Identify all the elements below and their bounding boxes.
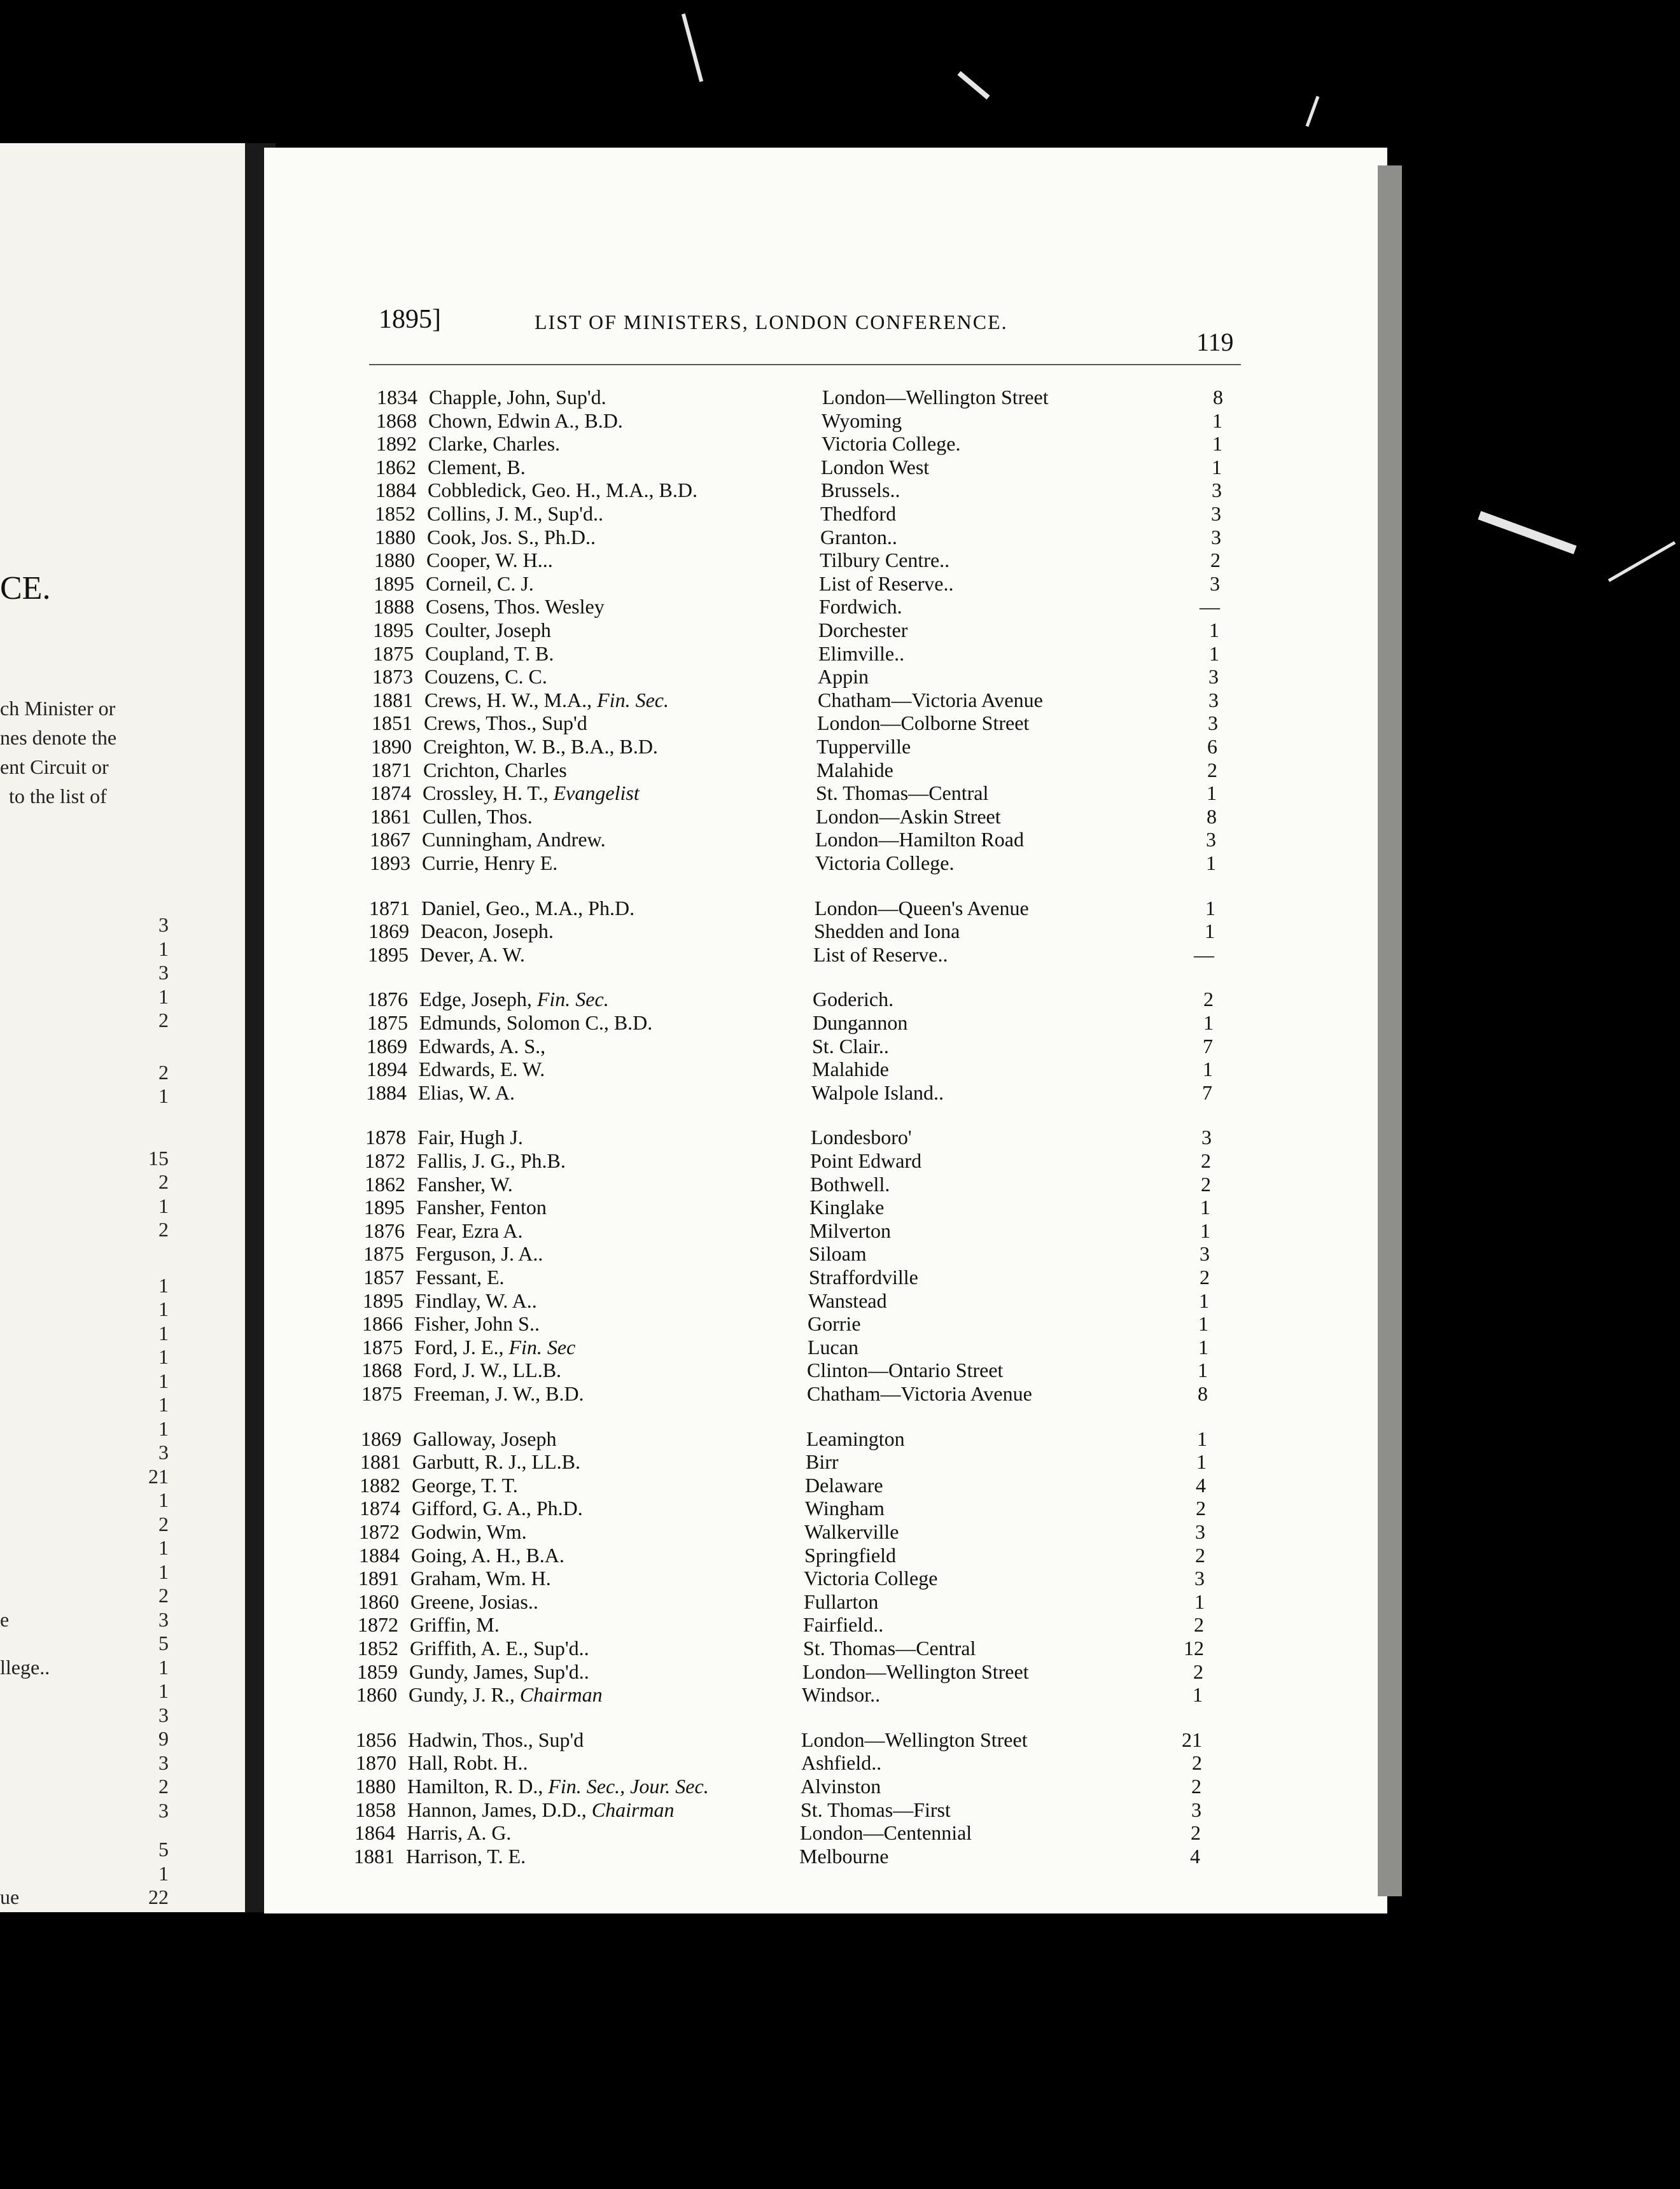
- entry-name: Hadwin, Thos., Sup'd: [408, 1728, 584, 1751]
- left-label: llege..: [0, 1656, 50, 1679]
- entry-station: London—Askin Street: [816, 805, 1001, 828]
- entry-name: Hamilton, R. D., Fin. Sec., Jour. Sec.: [407, 1775, 709, 1798]
- entry-year: 1862: [365, 1173, 405, 1196]
- entry-name: Greene, Josias..: [410, 1590, 538, 1613]
- entry-name: Edwards, A. S.,: [419, 1035, 546, 1058]
- entry-station: Tupperville: [816, 735, 911, 758]
- entry-station: London—Hamilton Road: [815, 828, 1024, 851]
- entry-year: 1868: [361, 1359, 402, 1381]
- entry-name: Crossley, H. T., Evangelist: [423, 781, 640, 804]
- entry-name: Hall, Robt. H..: [408, 1751, 528, 1774]
- entry-year: 1895: [373, 619, 414, 641]
- left-number: 1: [158, 985, 169, 1008]
- entry-station: Bothwell.: [810, 1173, 890, 1196]
- left-number: 5: [158, 1632, 169, 1654]
- entry-years-on-station: 2: [1207, 759, 1217, 781]
- entry-year: 1890: [371, 735, 412, 758]
- entry-year: 1880: [355, 1775, 396, 1798]
- entry-office: Fin. Sec.: [536, 988, 609, 1011]
- entry-year: 1871: [371, 759, 412, 781]
- entry-year: 1872: [365, 1149, 405, 1172]
- entry-year: 1856: [356, 1728, 396, 1751]
- entry-station: Shedden and Iona: [814, 920, 960, 942]
- entry-year: 1876: [364, 1219, 405, 1242]
- entry-year: 1895: [368, 943, 409, 966]
- dust-speck: [1306, 96, 1320, 127]
- entry-year: 1857: [363, 1266, 404, 1289]
- entry-name: Crews, H. W., M.A., Fin. Sec.: [424, 689, 669, 711]
- entry-name: Gundy, James, Sup'd..: [409, 1660, 589, 1683]
- left-number: 1: [158, 1369, 169, 1392]
- left-number: 3: [158, 1751, 169, 1774]
- entry-station: Thedford: [820, 502, 897, 525]
- entry-years-on-station: 1: [1205, 920, 1215, 942]
- entry-name: Corneil, C. J.: [426, 572, 534, 595]
- left-number: 1: [158, 1862, 169, 1885]
- entry-year: 1860: [356, 1683, 397, 1706]
- entry-years-on-station: —: [1194, 943, 1214, 966]
- entry-station: St. Clair..: [812, 1035, 889, 1058]
- entry-station: St. Thomas—First: [801, 1798, 951, 1821]
- entry-years-on-station: —: [1200, 595, 1220, 618]
- entry-station: Leamington: [806, 1427, 905, 1450]
- entry-years-on-station: 8: [1207, 805, 1217, 828]
- entry-name: Edwards, E. W.: [419, 1058, 545, 1081]
- left-number: 2: [158, 1513, 169, 1535]
- left-text-line: ch Minister or: [0, 697, 116, 720]
- entry-name: Fisher, John S..: [414, 1312, 540, 1335]
- entry-station: Tilbury Centre..: [820, 549, 950, 571]
- entry-office: Chairman: [519, 1683, 603, 1706]
- entry-station: St. Thomas—Central: [803, 1637, 976, 1660]
- entry-station: Malahide: [812, 1058, 889, 1081]
- entry-station: Lucan: [808, 1336, 858, 1359]
- left-number: 21: [148, 1465, 169, 1488]
- entry-name: Fansher, Fenton: [416, 1196, 547, 1219]
- entry-name: Clement, B.: [428, 456, 526, 479]
- left-number: 1: [158, 1417, 169, 1440]
- left-number: 2: [158, 1584, 169, 1607]
- left-number: 1: [158, 1084, 169, 1107]
- entry-years-on-station: 3: [1212, 479, 1222, 501]
- entry-station: Walpole Island..: [811, 1081, 944, 1104]
- entry-year: 1876: [367, 988, 408, 1011]
- entry-station: Goderich.: [813, 988, 894, 1011]
- entry-station: Wingham: [805, 1497, 885, 1520]
- entry-station: Victoria College.: [822, 432, 961, 455]
- entry-year: 1873: [372, 665, 413, 688]
- entry-years-on-station: 1: [1200, 1219, 1210, 1242]
- entry-years-on-station: 6: [1207, 735, 1217, 758]
- entry-name: Fallis, J. G., Ph.B.: [417, 1149, 566, 1172]
- entry-year: 1874: [360, 1497, 400, 1520]
- entry-years-on-station: 2: [1193, 1660, 1203, 1683]
- left-text-line: ent Circuit or: [0, 755, 109, 778]
- entry-station: Chatham—Victoria Avenue: [807, 1382, 1032, 1405]
- entry-years-on-station: 2: [1200, 1266, 1210, 1289]
- entry-station: London—Queen's Avenue: [815, 897, 1029, 920]
- entry-year: 1834: [377, 386, 417, 409]
- entry-station: Dungannon: [813, 1011, 908, 1034]
- entry-years-on-station: 3: [1200, 1242, 1210, 1265]
- entry-name: Crews, Thos., Sup'd: [424, 711, 587, 734]
- entry-station: London—Colborne Street: [817, 711, 1030, 734]
- entry-year: 1872: [358, 1613, 398, 1636]
- entry-year: 1869: [361, 1427, 402, 1450]
- left-number: 1: [158, 1345, 169, 1368]
- dust-speck: [682, 13, 703, 82]
- entry-station: Victoria College: [804, 1567, 938, 1590]
- entry-name: Harrison, T. E.: [406, 1845, 526, 1868]
- entry-years-on-station: 1: [1212, 456, 1222, 479]
- entry-station: Malahide: [816, 759, 893, 781]
- entry-years-on-station: 1: [1207, 781, 1217, 804]
- entry-year: 1881: [360, 1450, 401, 1473]
- left-page: [0, 143, 245, 1912]
- entry-name: Chapple, John, Sup'd.: [429, 386, 606, 409]
- entry-years-on-station: 1: [1194, 1590, 1205, 1613]
- entry-name: Chown, Edwin A., B.D.: [428, 409, 623, 432]
- entry-station: London—Wellington Street: [801, 1728, 1028, 1751]
- entry-years-on-station: 1: [1193, 1683, 1203, 1706]
- entry-name: Edmunds, Solomon C., B.D.: [419, 1011, 653, 1034]
- entry-year: 1895: [364, 1196, 405, 1219]
- entry-station: Granton..: [820, 526, 897, 549]
- entry-year: 1870: [356, 1751, 396, 1774]
- left-text-line: to the list of: [9, 785, 107, 808]
- left-number: 1: [158, 1274, 169, 1297]
- entry-years-on-station: 2: [1194, 1613, 1204, 1636]
- entry-name: Findlay, W. A..: [415, 1289, 537, 1312]
- entry-station: Birr: [806, 1450, 839, 1473]
- entry-station: Clinton—Ontario Street: [807, 1359, 1004, 1381]
- entry-station: Ashfield..: [801, 1751, 882, 1774]
- entry-years-on-station: 3: [1208, 689, 1219, 711]
- entry-station: Springfield: [804, 1544, 896, 1567]
- left-number: 22: [148, 1885, 169, 1908]
- entry-year: 1852: [375, 502, 416, 525]
- entry-name: Cunningham, Andrew.: [422, 828, 606, 851]
- running-head-title: LIST OF MINISTERS, LONDON CONFERENCE.: [535, 311, 1008, 333]
- left-number: 3: [158, 1703, 169, 1726]
- entry-name: Deacon, Joseph.: [421, 920, 554, 942]
- entry-name: Going, A. H., B.A.: [411, 1544, 564, 1567]
- entry-years-on-station: 1: [1198, 1359, 1208, 1381]
- entry-year: 1868: [376, 409, 417, 432]
- entry-name: Fair, Hugh J.: [417, 1126, 523, 1149]
- entry-years-on-station: 2: [1201, 1149, 1211, 1172]
- entry-office: Chairman: [591, 1798, 675, 1821]
- entry-years-on-station: 4: [1196, 1474, 1206, 1497]
- entry-name: Coulter, Joseph: [425, 619, 551, 641]
- entry-name: Godwin, Wm.: [411, 1520, 527, 1543]
- left-number: 2: [158, 1170, 169, 1193]
- entry-year: 1895: [363, 1289, 403, 1312]
- entry-name: Currie, Henry E.: [422, 851, 558, 874]
- entry-office: Fin. Sec.: [597, 689, 669, 711]
- dust-speck: [957, 71, 990, 100]
- entry-year: 1893: [370, 851, 410, 874]
- entry-year: 1867: [370, 828, 410, 851]
- entry-station: Windsor..: [802, 1683, 881, 1706]
- entry-name: Cullen, Thos.: [423, 805, 533, 828]
- left-number: 3: [158, 961, 169, 984]
- entry-station: Chatham—Victoria Avenue: [818, 689, 1043, 711]
- entry-station: Fordwich.: [819, 595, 902, 618]
- entry-years-on-station: 3: [1211, 526, 1221, 549]
- entry-station: London—Wellington Street: [822, 386, 1049, 409]
- entry-station: Londesboro': [811, 1126, 912, 1149]
- entry-years-on-station: 1: [1198, 1312, 1208, 1335]
- entry-station: List of Reserve..: [819, 572, 954, 595]
- entry-year: 1872: [359, 1520, 400, 1543]
- entry-years-on-station: 7: [1202, 1081, 1212, 1104]
- entry-name: Ford, J. W., LL.B.: [414, 1359, 562, 1381]
- left-number: 3: [158, 1608, 169, 1631]
- entry-name: Hannon, James, D.D., Chairman: [407, 1798, 675, 1821]
- left-number: 1: [158, 1656, 169, 1679]
- page-edge: [1378, 165, 1402, 1896]
- entry-name: Ford, J. E., Fin. Sec: [414, 1336, 576, 1359]
- entry-years-on-station: 3: [1210, 572, 1220, 595]
- entry-year: 1894: [367, 1058, 407, 1081]
- entry-years-on-station: 8: [1198, 1382, 1208, 1405]
- left-number: 15: [148, 1147, 169, 1170]
- left-number: 1: [158, 937, 169, 960]
- entry-year: 1875: [363, 1242, 404, 1265]
- entry-years-on-station: 21: [1182, 1728, 1202, 1751]
- entry-station: Kinglake: [809, 1196, 885, 1219]
- entry-years-on-station: 1: [1209, 642, 1219, 665]
- entry-years-on-station: 2: [1203, 988, 1214, 1011]
- entry-year: 1881: [372, 689, 413, 711]
- entry-year: 1874: [370, 781, 411, 804]
- left-number: 2: [158, 1775, 169, 1798]
- entry-station: St. Thomas—Central: [816, 781, 989, 804]
- left-number: 1: [158, 1322, 169, 1345]
- entry-years-on-station: 3: [1208, 711, 1218, 734]
- entry-station: Delaware: [805, 1474, 883, 1497]
- entry-years-on-station: 12: [1184, 1637, 1204, 1660]
- entry-station: Appin: [818, 665, 869, 688]
- entry-name: Crichton, Charles: [423, 759, 567, 781]
- entry-years-on-station: 3: [1201, 1126, 1212, 1149]
- entry-name: Dever, A. W.: [420, 943, 525, 966]
- entry-years-on-station: 1: [1212, 432, 1222, 455]
- entry-name: Creighton, W. B., B.A., B.D.: [423, 735, 658, 758]
- entry-years-on-station: 3: [1206, 828, 1216, 851]
- left-number: 3: [158, 1799, 169, 1822]
- entry-office: Fin. Sec., Jour. Sec.: [548, 1775, 709, 1798]
- entry-station: Walkerville: [804, 1520, 899, 1543]
- entry-years-on-station: 2: [1201, 1173, 1211, 1196]
- entry-year: 1891: [358, 1567, 399, 1590]
- entry-year: 1884: [375, 479, 416, 501]
- entry-year: 1878: [365, 1126, 406, 1149]
- entry-station: Point Edward: [810, 1149, 922, 1172]
- entry-name: Freeman, J. W., B.D.: [414, 1382, 584, 1405]
- entry-name: George, T. T.: [412, 1474, 518, 1497]
- entry-name: Galloway, Joseph: [413, 1427, 557, 1450]
- entry-years-on-station: 8: [1213, 386, 1223, 409]
- left-heading: CE.: [0, 570, 51, 606]
- entry-station: Siloam: [809, 1242, 867, 1265]
- entry-years-on-station: 3: [1195, 1520, 1205, 1543]
- left-label: ue: [0, 1885, 20, 1908]
- entry-year: 1884: [366, 1081, 407, 1104]
- left-number: 9: [158, 1727, 169, 1750]
- entry-years-on-station: 1: [1205, 897, 1215, 920]
- entry-year: 1882: [360, 1474, 400, 1497]
- entry-station: Fairfield..: [803, 1613, 884, 1636]
- entry-year: 1864: [354, 1821, 395, 1844]
- entry-year: 1880: [375, 526, 416, 549]
- entry-years-on-station: 4: [1190, 1845, 1200, 1868]
- entry-years-on-station: 1: [1198, 1336, 1208, 1359]
- entry-years-on-station: 2: [1195, 1544, 1205, 1567]
- entry-station: Wyoming: [822, 409, 902, 432]
- entry-year: 1875: [362, 1336, 403, 1359]
- entry-year: 1880: [374, 549, 415, 571]
- entry-years-on-station: 3: [1194, 1567, 1205, 1590]
- entry-name: Ferguson, J. A..: [416, 1242, 543, 1265]
- left-number: 2: [158, 1009, 169, 1032]
- left-number: 1: [158, 1560, 169, 1583]
- entry-station: Wanstead: [808, 1289, 887, 1312]
- entry-year: 1861: [370, 805, 411, 828]
- entry-year: 1875: [367, 1011, 408, 1034]
- entry-station: Dorchester: [818, 619, 908, 641]
- entry-name: Daniel, Geo., M.A., Ph.D.: [421, 897, 635, 920]
- dust-speck: [1608, 541, 1676, 582]
- entry-year: 1875: [361, 1382, 402, 1405]
- entry-name: Cobbledick, Geo. H., M.A., B.D.: [428, 479, 697, 501]
- entry-name: Garbutt, R. J., LL.B.: [412, 1450, 580, 1473]
- entry-station: London—Centennial: [800, 1821, 972, 1844]
- entry-years-on-station: 1: [1197, 1427, 1207, 1450]
- entry-name: Fessant, E.: [416, 1266, 505, 1289]
- entry-name: Griffith, A. E., Sup'd..: [410, 1637, 589, 1660]
- entry-years-on-station: 3: [1191, 1798, 1201, 1821]
- entry-station: List of Reserve..: [813, 943, 948, 966]
- entry-office: Evangelist: [553, 781, 640, 804]
- entry-station: Straffordville: [809, 1266, 918, 1289]
- entry-name: Griffin, M.: [410, 1613, 500, 1636]
- entry-station: Elimville..: [818, 642, 905, 665]
- entry-years-on-station: 2: [1191, 1775, 1201, 1798]
- entry-year: 1851: [372, 711, 412, 734]
- left-label: e: [0, 1608, 10, 1631]
- entry-years-on-station: 2: [1191, 1821, 1201, 1844]
- entry-year: 1869: [368, 920, 409, 942]
- header-rule: [369, 364, 1241, 365]
- entry-year: 1888: [374, 595, 414, 618]
- entry-name: Graham, Wm. H.: [410, 1567, 551, 1590]
- entry-year: 1858: [355, 1798, 396, 1821]
- entry-name: Fear, Ezra A.: [416, 1219, 523, 1242]
- left-number: 3: [158, 1441, 169, 1464]
- entry-year: 1881: [354, 1845, 395, 1868]
- entry-year: 1862: [375, 456, 416, 479]
- entry-station: London—Wellington Street: [802, 1660, 1029, 1683]
- entry-name: Edge, Joseph, Fin. Sec.: [419, 988, 609, 1011]
- entry-name: Couzens, C. C.: [424, 665, 547, 688]
- entry-year: 1869: [367, 1035, 407, 1058]
- entry-years-on-station: 2: [1192, 1751, 1202, 1774]
- left-number: 5: [158, 1838, 169, 1861]
- entry-years-on-station: 1: [1212, 409, 1222, 432]
- entry-year: 1895: [374, 572, 414, 595]
- entry-years-on-station: 1: [1203, 1011, 1214, 1034]
- left-text-line: nes denote the: [0, 726, 117, 749]
- entry-years-on-station: 3: [1211, 502, 1221, 525]
- running-head-year: 1895]: [379, 305, 441, 334]
- entry-name: Cook, Jos. S., Ph.D..: [427, 526, 596, 549]
- entry-station: Alvinston: [801, 1775, 881, 1798]
- page-number: 119: [1196, 328, 1234, 356]
- entry-years-on-station: 7: [1203, 1035, 1213, 1058]
- entry-name: Harris, A. G.: [407, 1821, 512, 1844]
- left-number: 2: [158, 1218, 169, 1241]
- entry-name: Fansher, W.: [417, 1173, 513, 1196]
- entry-years-on-station: 2: [1196, 1497, 1206, 1520]
- entry-name: Coupland, T. B.: [425, 642, 554, 665]
- entry-name: Cooper, W. H...: [426, 549, 553, 571]
- entry-years-on-station: 1: [1199, 1289, 1209, 1312]
- entry-name: Gifford, G. A., Ph.D.: [412, 1497, 583, 1520]
- entry-station: Brussels..: [821, 479, 900, 501]
- entry-name: Collins, J. M., Sup'd..: [427, 502, 603, 525]
- entry-year: 1852: [358, 1637, 398, 1660]
- entry-name: Elias, W. A.: [418, 1081, 515, 1104]
- entry-year: 1875: [373, 642, 414, 665]
- entry-years-on-station: 1: [1196, 1450, 1207, 1473]
- entry-name: Cosens, Thos. Wesley: [426, 595, 605, 618]
- left-number: 1: [158, 1536, 169, 1559]
- left-number: 1: [158, 1297, 169, 1320]
- entry-station: Fullarton: [804, 1590, 879, 1613]
- entry-station: Victoria College.: [815, 851, 955, 874]
- entry-year: 1860: [358, 1590, 399, 1613]
- entry-office: Fin. Sec: [508, 1336, 576, 1359]
- left-number: 1: [158, 1393, 169, 1416]
- entry-years-on-station: 1: [1206, 851, 1216, 874]
- entry-years-on-station: 2: [1210, 549, 1221, 571]
- entry-name: Gundy, J. R., Chairman: [409, 1683, 603, 1706]
- entry-years-on-station: 1: [1209, 619, 1219, 641]
- entry-years-on-station: 1: [1203, 1058, 1213, 1081]
- left-number: 1: [158, 1488, 169, 1511]
- left-number: 3: [158, 913, 169, 936]
- entry-station: Gorrie: [808, 1312, 861, 1335]
- entry-year: 1884: [359, 1544, 400, 1567]
- dust-speck: [1478, 511, 1576, 554]
- entry-name: Clarke, Charles.: [428, 432, 561, 455]
- entry-year: 1892: [376, 432, 417, 455]
- entry-station: Milverton: [809, 1219, 891, 1242]
- entry-station: Melbourne: [799, 1845, 889, 1868]
- entry-years-on-station: 1: [1200, 1196, 1210, 1219]
- entry-year: 1866: [362, 1312, 403, 1335]
- entry-year: 1871: [369, 897, 410, 920]
- left-number: 1: [158, 1194, 169, 1217]
- entry-year: 1859: [357, 1660, 398, 1683]
- entry-station: London West: [821, 456, 930, 479]
- left-number: 1: [158, 1679, 169, 1702]
- entry-years-on-station: 3: [1208, 665, 1219, 688]
- left-number: 2: [158, 1061, 169, 1084]
